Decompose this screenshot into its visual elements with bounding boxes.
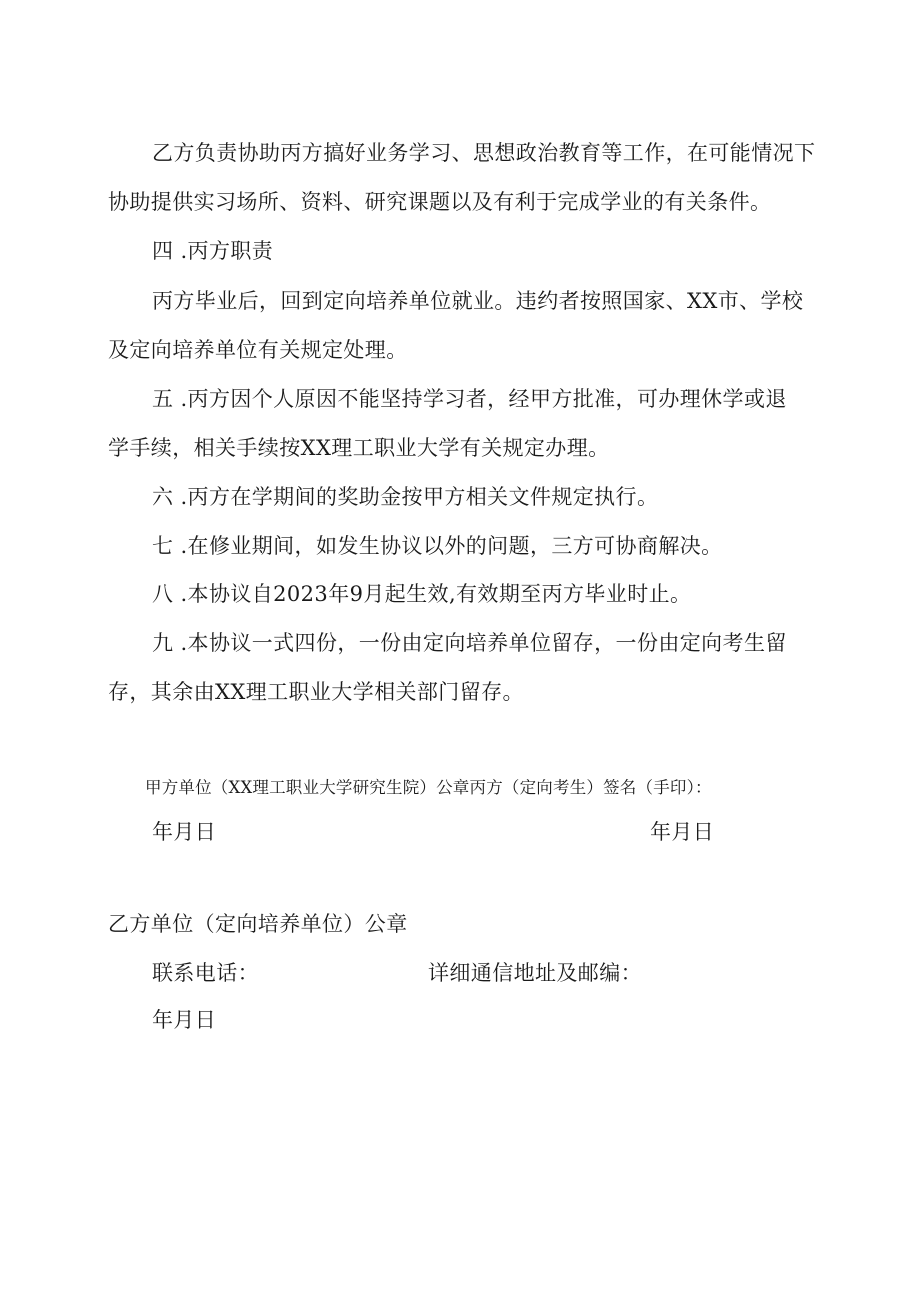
section-nine-line-2: 存，其余由XX理工职业大学相关部门留存。: [108, 680, 524, 704]
section-five-line-1: 五 .丙方因个人原因不能坚持学习者，经甲方批准，可办理休学或退: [152, 387, 787, 411]
section-nine-line-1: 九 .本协议一式四份，一份由定向培养单位留存，一份由定向考生留: [152, 631, 787, 655]
phone-label: 联系电话：: [152, 961, 259, 985]
section-eight: 八 .本协议自2023年9月起生效,有效期至丙方毕业时止。: [152, 582, 692, 606]
date-right: 年月日: [650, 820, 715, 844]
address-label: 详细通信地址及邮编：: [428, 961, 642, 985]
section-six: 六 .丙方在学期间的奖助金按甲方相关文件规定执行。: [152, 485, 659, 509]
signature-parties-line: 甲方单位（XX理工职业大学研究生院）公章丙方（定向考生）签名（手印）：: [145, 778, 712, 797]
section-seven: 七 .在修业期间，如发生协议以外的问题，三方可协商解决。: [152, 534, 723, 558]
date-yi: 年月日: [152, 1008, 217, 1032]
bing-duties-line-1: 丙方毕业后，回到定向培养单位就业。违约者按照国家、XX市、学校: [152, 289, 804, 313]
section-five-line-2: 学手续，相关手续按XX理工职业大学有关规定办理。: [108, 436, 610, 460]
section-four-heading: 四 .丙方职责: [152, 239, 274, 263]
party-yi-seal: 乙方单位（定向培养单位）公章: [108, 912, 408, 936]
bing-duties-line-2: 及定向培养单位有关规定处理。: [108, 338, 408, 362]
yi-duties-line-1: 乙方负责协助丙方搞好业务学习、思想政治教育等工作，在可能情况下: [152, 141, 816, 165]
yi-duties-line-2: 协助提供实习场所、资料、研究课题以及有利于完成学业的有关条件。: [108, 190, 772, 214]
date-left: 年月日: [152, 820, 217, 844]
